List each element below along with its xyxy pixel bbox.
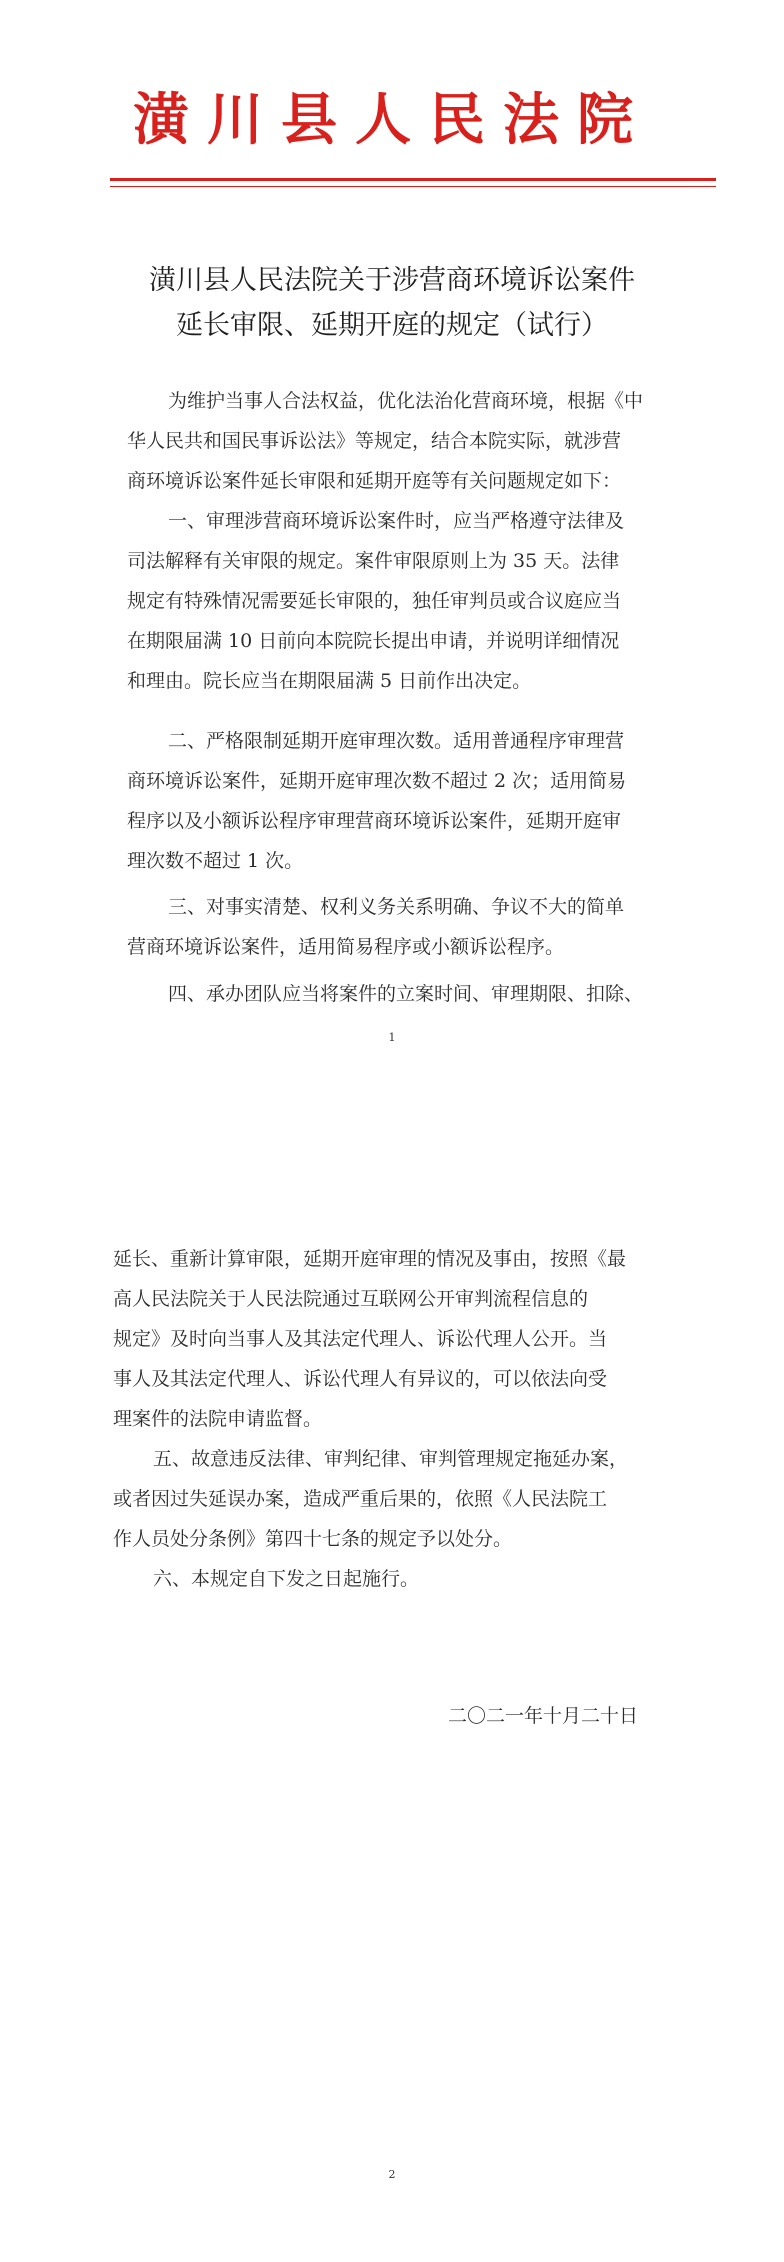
body-line: 在期限届满 10 日前向本院院长提出申请，并说明详细情况 — [127, 630, 620, 652]
header-rule-thick — [110, 178, 716, 181]
body-line: 五、故意违反法律、审判纪律、审判管理规定拖延办案， — [153, 1448, 629, 1470]
body-line: 商环境诉讼案件延长审限和延期开庭等有关问题规定如下： — [127, 470, 622, 492]
body-line: 一、审理涉营商环境诉讼案件时，应当严格遵守法律及 — [168, 510, 625, 532]
page-number: 1 — [388, 1031, 396, 1044]
body-line: 或者因过失延误办案，造成严重后果的，依照《人民法院工 — [113, 1488, 608, 1510]
body-line: 三、对事实清楚、权利义务关系明确、争议不大的简单 — [168, 896, 625, 918]
document-title-line-1: 潢川县人民法院关于涉营商环境诉讼案件 — [149, 265, 635, 296]
body-line: 高人民法院关于人民法院通过互联网公开审判流程信息的 — [113, 1288, 589, 1310]
body-line: 二、严格限制延期开庭审理次数。适用普通程序审理营 — [168, 730, 625, 752]
body-line: 程序以及小额诉讼程序审理营商环境诉讼案件，延期开庭审 — [127, 810, 622, 832]
page-number: 2 — [388, 2168, 396, 2181]
court-header-title: 潢川县人民法院 — [133, 87, 651, 153]
body-line: 六、本规定自下发之日起施行。 — [153, 1568, 420, 1590]
body-line: 作人员处分条例》第四十七条的规定予以处分。 — [113, 1528, 513, 1550]
document-title-line-2: 延长审限、延期开庭的规定（试行） — [176, 310, 608, 341]
body-line: 规定有特殊情况需要延长审限的，独任审判员或合议庭应当 — [127, 590, 622, 612]
body-line: 华人民共和国民事诉讼法》等规定，结合本院实际，就涉营 — [127, 430, 622, 452]
document-date: 二〇二一年十月二十日 — [448, 1705, 639, 1727]
body-line: 理案件的法院申请监督。 — [113, 1408, 323, 1430]
body-line: 和理由。院长应当在期限届满 5 日前作出决定。 — [127, 670, 532, 692]
header-rule-thin — [110, 186, 716, 187]
body-line: 司法解释有关审限的规定。案件审限原则上为 35 天。法律 — [127, 550, 620, 572]
body-line: 理次数不超过 1 次。 — [127, 850, 304, 872]
document-page-2 — [0, 1131, 784, 2262]
body-line: 四、承办团队应当将案件的立案时间、审理期限、扣除、 — [168, 983, 644, 1005]
body-line: 为维护当事人合法权益，优化法治化营商环境，根据《中 — [168, 390, 644, 412]
body-line: 延长、重新计算审限，延期开庭审理的情况及事由，按照《最 — [113, 1248, 627, 1270]
body-line: 营商环境诉讼案件，适用简易程序或小额诉讼程序。 — [127, 936, 565, 958]
body-line: 事人及其法定代理人、诉讼代理人有异议的，可以依法向受 — [113, 1368, 608, 1390]
body-line: 规定》及时向当事人及其法定代理人、诉讼代理人公开。当 — [113, 1328, 608, 1350]
body-line: 商环境诉讼案件，延期开庭审理次数不超过 2 次；适用简易 — [127, 770, 627, 792]
